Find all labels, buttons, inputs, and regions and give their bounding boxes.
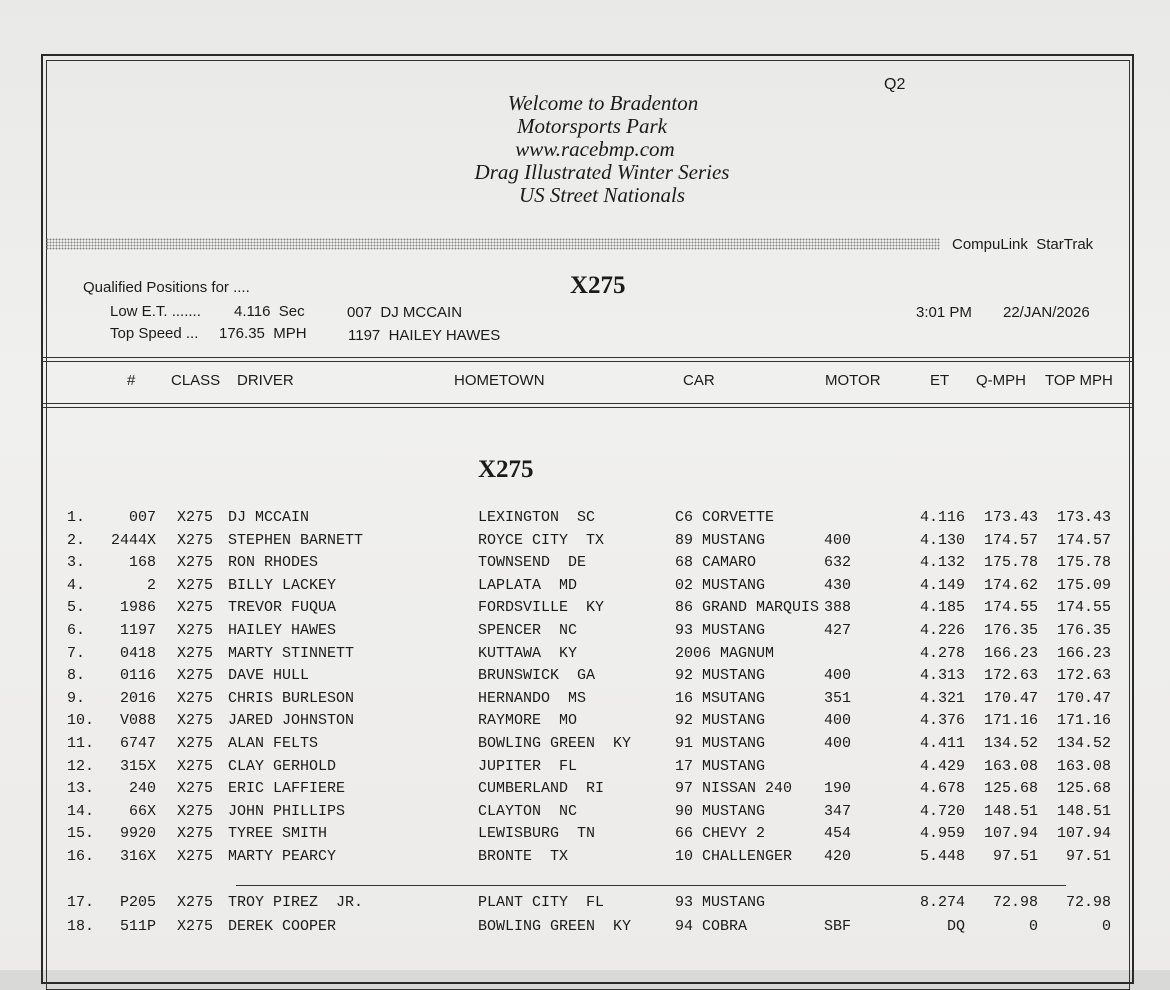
cell-et: 4.116 [919, 509, 965, 526]
table-row [0, 531, 1170, 553]
cell-car-number: 007 [128, 509, 156, 526]
welcome-line: www.racebmp.com [515, 137, 675, 161]
cell-motor: 400 [824, 531, 852, 549]
table-row [0, 802, 1170, 824]
cell-hometown: JUPITER FL [478, 757, 578, 775]
cell-driver: JOHN PHILLIPS [228, 802, 346, 820]
cell-class: X275 [177, 918, 214, 935]
header-rule [41, 357, 1134, 358]
cell-driver: STEPHEN BARNETT [228, 531, 364, 549]
cell-q-mph: 97.51 [992, 848, 1038, 865]
cell-position: 14. [67, 802, 95, 820]
cell-car-number: 2 [146, 576, 156, 594]
eliminated-separator [236, 885, 1066, 886]
cell-class: X275 [177, 689, 214, 707]
cell-class: X275 [177, 554, 214, 572]
col-driver: DRIVER [237, 372, 294, 389]
cell-top-mph: 134.52 [1056, 735, 1111, 752]
cell-motor: 351 [824, 689, 852, 707]
cell-position: 8. [67, 667, 86, 685]
table-row [0, 666, 1170, 688]
cell-position: 3. [67, 554, 86, 572]
cell-driver: TYREE SMITH [228, 825, 328, 843]
cell-top-mph: 166.23 [1056, 644, 1111, 662]
col-num: # [127, 372, 136, 389]
system-name: CompuLink StarTrak [952, 236, 1094, 253]
cell-top-mph: 174.55 [1056, 599, 1111, 617]
cell-top-mph: 175.78 [1056, 554, 1111, 572]
cell-position: 11. [67, 735, 95, 752]
cell-class: X275 [177, 531, 214, 549]
cell-car: 92 MUSTANG [675, 712, 766, 730]
cell-et: 4.185 [919, 599, 965, 617]
cell-class: X275 [177, 757, 214, 775]
cell-q-mph: 176.35 [983, 622, 1038, 639]
table-row [0, 893, 1170, 915]
cell-q-mph: 125.68 [983, 780, 1038, 798]
top-speed-label: Top Speed ... [110, 325, 199, 342]
table-row [0, 576, 1170, 598]
welcome-line: US Street Nationals [518, 183, 686, 207]
cell-driver: TREVOR FUQUA [228, 599, 337, 617]
cell-driver: MARTY STINNETT [228, 644, 355, 662]
low-et-value: 4.116 Sec [234, 303, 305, 320]
cell-car: 66 CHEVY 2 [675, 825, 766, 843]
cell-position: 15. [67, 825, 95, 843]
cell-et: 4.678 [919, 780, 965, 798]
welcome-line: Drag Illustrated Winter Series [474, 160, 730, 184]
welcome-line: Motorsports Park [517, 114, 667, 138]
cell-driver: MARTY PEARCY [228, 848, 337, 865]
welcome-banner [440, 92, 770, 207]
cell-class: X275 [177, 735, 214, 752]
cell-motor: 347 [824, 802, 852, 820]
table-row [0, 598, 1170, 620]
cell-car-number: 0418 [119, 644, 156, 662]
cell-car-number: V088 [119, 712, 156, 730]
cell-driver: RON RHODES [228, 554, 319, 572]
cell-q-mph: 148.51 [983, 802, 1038, 820]
cell-class: X275 [177, 509, 214, 526]
cell-car-number: 66X [128, 802, 156, 820]
cell-car: 17 MUSTANG [675, 757, 766, 775]
cell-hometown: KUTTAWA KY [478, 644, 578, 662]
cell-car: 86 GRAND MARQUIS [675, 599, 820, 617]
cell-car: 92 MUSTANG [675, 667, 766, 685]
cell-q-mph: 171.16 [983, 712, 1038, 730]
cell-position: 13. [67, 780, 95, 798]
cell-motor: 430 [824, 576, 852, 594]
cell-q-mph: 170.47 [983, 689, 1038, 707]
cell-class: X275 [177, 667, 214, 685]
cell-car-number: 1986 [119, 599, 156, 617]
table-row [0, 779, 1170, 801]
cell-class: X275 [177, 802, 214, 820]
cell-car: 02 MUSTANG [675, 576, 766, 594]
cell-class: X275 [177, 576, 214, 594]
cell-top-mph: 176.35 [1056, 622, 1111, 639]
cell-top-mph: 174.57 [1056, 531, 1111, 549]
cell-q-mph: 174.57 [983, 531, 1038, 549]
cell-et: 4.411 [919, 735, 965, 752]
cell-q-mph: 107.94 [983, 825, 1038, 843]
qualified-title: Qualified Positions for .... [83, 279, 250, 296]
cell-top-mph: 148.51 [1056, 802, 1111, 820]
cell-et: 4.278 [919, 644, 965, 662]
cell-et: 8.274 [919, 894, 965, 911]
cell-car-number: 511P [119, 918, 156, 935]
cell-car: 93 MUSTANG [675, 622, 766, 639]
cell-driver: BILLY LACKEY [228, 576, 337, 594]
top-speed-driver: 1197 HAILEY HAWES [348, 327, 501, 344]
cell-class: X275 [177, 622, 214, 639]
cell-hometown: HERNANDO MS [478, 689, 587, 707]
table-row [0, 553, 1170, 575]
cell-hometown: TOWNSEND DE [478, 554, 587, 572]
top-speed-value: 176.35 MPH [219, 325, 307, 342]
cell-hometown: CUMBERLAND RI [478, 780, 605, 798]
cell-top-mph: 0 [1101, 918, 1111, 935]
cell-et: 4.130 [919, 531, 965, 549]
cell-motor: 420 [824, 848, 852, 865]
cell-position: 16. [67, 848, 95, 865]
cell-hometown: ROYCE CITY TX [478, 531, 605, 549]
cell-motor: SBF [824, 918, 852, 935]
cell-car: 94 COBRA [675, 918, 748, 935]
cell-car-number: 316X [119, 848, 156, 865]
table-row [0, 847, 1170, 869]
cell-motor: 388 [824, 599, 852, 617]
cell-q-mph: 174.55 [983, 599, 1038, 617]
cell-q-mph: 175.78 [983, 554, 1038, 572]
cell-et: 4.149 [919, 576, 965, 594]
cell-position: 1. [67, 509, 86, 526]
cell-driver: CLAY GERHOLD [228, 757, 337, 775]
cell-motor: 400 [824, 712, 852, 730]
table-row [0, 644, 1170, 666]
dotted-divider [46, 238, 940, 250]
cell-position: 2. [67, 531, 86, 549]
class-heading: X275 [570, 272, 626, 299]
cell-q-mph: 172.63 [983, 667, 1038, 685]
cell-motor: 632 [824, 554, 852, 572]
cell-top-mph: 125.68 [1056, 780, 1111, 798]
cell-et: 4.321 [919, 689, 965, 707]
cell-top-mph: 172.63 [1056, 667, 1111, 685]
cell-hometown: BOWLING GREEN KY [478, 918, 632, 935]
cell-driver: DAVE HULL [228, 667, 310, 685]
cell-q-mph: 173.43 [983, 509, 1038, 526]
cell-position: 6. [67, 622, 86, 639]
cell-hometown: BOWLING GREEN KY [478, 735, 632, 752]
cell-car: 93 MUSTANG [675, 894, 766, 911]
cell-motor: 454 [824, 825, 852, 843]
table-row [0, 757, 1170, 779]
cell-class: X275 [177, 825, 214, 843]
cell-top-mph: 171.16 [1056, 712, 1111, 730]
cell-car-number: 315X [119, 757, 156, 775]
cell-driver: DEREK COOPER [228, 918, 337, 935]
cell-car: 10 CHALLENGER [675, 848, 793, 865]
header-rule [41, 361, 1134, 362]
col-et: ET [930, 372, 950, 389]
cell-car: 91 MUSTANG [675, 735, 766, 752]
table-row [0, 508, 1170, 530]
cell-car: 2006 MAGNUM [675, 644, 775, 662]
cell-top-mph: 170.47 [1056, 689, 1111, 707]
cell-q-mph: 166.23 [983, 644, 1038, 662]
cell-hometown: CLAYTON NC [478, 802, 578, 820]
table-row [0, 689, 1170, 711]
cell-car: 16 MSUTANG [675, 689, 766, 707]
low-et-label: Low E.T. ....... [110, 303, 201, 320]
cell-driver: DJ MCCAIN [228, 509, 310, 526]
cell-position: 9. [67, 689, 86, 707]
cell-q-mph: 0 [1028, 918, 1038, 935]
cell-car: 89 MUSTANG [675, 531, 766, 549]
cell-driver: ALAN FELTS [228, 735, 319, 752]
cell-top-mph: 72.98 [1065, 894, 1111, 911]
cell-driver: TROY PIREZ JR. [228, 894, 364, 911]
table-row [0, 917, 1170, 939]
cell-hometown: FORDSVILLE KY [478, 599, 605, 617]
cell-et: 4.959 [919, 825, 965, 843]
welcome-line: Welcome to Bradenton [507, 91, 699, 115]
col-class: CLASS [171, 372, 221, 389]
cell-motor: 190 [824, 780, 852, 798]
cell-class: X275 [177, 712, 214, 730]
cell-position: 18. [67, 918, 95, 935]
cell-et: DQ [946, 918, 965, 935]
cell-class: X275 [177, 780, 214, 798]
cell-position: 4. [67, 576, 86, 594]
table-row [0, 621, 1170, 643]
low-et-driver: 007 DJ MCCAIN [347, 304, 463, 321]
cell-hometown: BRUNSWICK GA [478, 667, 596, 685]
cell-position: 12. [67, 757, 95, 775]
cell-motor: 427 [824, 622, 852, 639]
cell-class: X275 [177, 894, 214, 911]
cell-et: 4.429 [919, 757, 965, 775]
cell-driver: JARED JOHNSTON [228, 712, 355, 730]
cell-et: 4.376 [919, 712, 965, 730]
cell-position: 10. [67, 712, 95, 730]
table-row [0, 734, 1170, 756]
cell-q-mph: 134.52 [983, 735, 1038, 752]
cell-hometown: LEWISBURG TN [478, 825, 596, 843]
cell-position: 17. [67, 894, 95, 911]
cell-hometown: RAYMORE MO [478, 712, 578, 730]
cell-hometown: LEXINGTON SC [478, 509, 596, 526]
col-hometown: HOMETOWN [454, 372, 545, 389]
table-row [0, 711, 1170, 733]
cell-hometown: BRONTE TX [478, 848, 569, 865]
cell-car: 90 MUSTANG [675, 802, 766, 820]
cell-car-number: P205 [119, 894, 156, 911]
cell-car-number: 168 [128, 554, 156, 572]
cell-car-number: 2016 [119, 689, 156, 707]
header-rule [41, 403, 1134, 404]
cell-top-mph: 163.08 [1056, 757, 1111, 775]
cell-position: 7. [67, 644, 86, 662]
cell-car-number: 240 [128, 780, 156, 798]
cell-top-mph: 175.09 [1056, 576, 1111, 594]
cell-car: C6 CORVETTE [675, 509, 775, 526]
cell-position: 5. [67, 599, 86, 617]
cell-q-mph: 72.98 [992, 894, 1038, 911]
cell-car: 97 NISSAN 240 [675, 780, 793, 798]
table-row [0, 824, 1170, 846]
cell-et: 5.448 [919, 848, 965, 865]
cell-et: 4.132 [919, 554, 965, 572]
cell-q-mph: 163.08 [983, 757, 1038, 775]
cell-class: X275 [177, 848, 214, 865]
cell-car-number: 6747 [119, 735, 156, 752]
cell-car: 68 CAMARO [675, 554, 757, 572]
cell-q-mph: 174.62 [983, 576, 1038, 594]
cell-motor: 400 [824, 667, 852, 685]
header-rule [41, 407, 1134, 408]
cell-et: 4.720 [919, 802, 965, 820]
col-topmph: TOP MPH [1045, 372, 1113, 389]
cell-top-mph: 173.43 [1056, 509, 1111, 526]
cell-hometown: LAPLATA MD [478, 576, 578, 594]
cell-car-number: 2444X [110, 531, 156, 549]
cell-et: 4.313 [919, 667, 965, 685]
cell-top-mph: 107.94 [1056, 825, 1111, 843]
col-motor: MOTOR [825, 372, 881, 389]
col-qmph: Q-MPH [976, 372, 1026, 389]
col-car: CAR [683, 372, 715, 389]
cell-driver: HAILEY HAWES [228, 622, 337, 639]
section-title: X275 [478, 456, 534, 483]
sheet-id: Q2 [884, 76, 906, 93]
cell-driver: CHRIS BURLESON [228, 689, 355, 707]
cell-motor: 400 [824, 735, 852, 752]
cell-driver: ERIC LAFFIERE [228, 780, 346, 798]
cell-top-mph: 97.51 [1065, 848, 1111, 865]
cell-class: X275 [177, 599, 214, 617]
cell-car-number: 0116 [119, 667, 156, 685]
cell-class: X275 [177, 644, 214, 662]
cell-hometown: PLANT CITY FL [478, 894, 605, 911]
report-time: 3:01 PM [916, 304, 972, 321]
cell-car-number: 9920 [119, 825, 156, 843]
report-date: 22/JAN/2026 [1003, 304, 1090, 321]
cell-hometown: SPENCER NC [478, 622, 578, 639]
cell-et: 4.226 [919, 622, 965, 639]
cell-car-number: 1197 [119, 622, 156, 639]
